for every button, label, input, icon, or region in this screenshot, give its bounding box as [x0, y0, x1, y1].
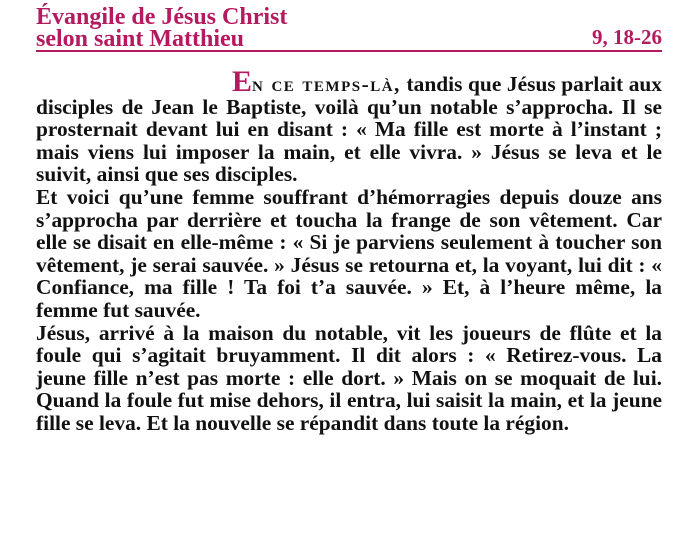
paragraph-3: Jésus, arrivé à la maison du notable, vit les joueurs de flûte et la foule qui s’agitait bruyamment. Il dit alors : « Retirez-vous. La jeune fille n’est pas morte : elle dort. » Mais on se moquait de lui. Quand la foule fut mise dehors, il entra, lui saisit la main, et la jeune fille se leva. Et la nouvelle se répandit dans toute la région. — [36, 320, 662, 435]
paragraph-2: Et voici qu’une femme souffrant d’hémorragies depuis douze ans s’approcha par derrière et toucha la frange de son vêtement. Car elle se disait en elle-même : « Si je parviens seulement à toucher son vêtement, je serai sauvée. » Jésus se retourna et, la voyant, lui dit : « Confiance, ma fille ! Ta foi t’a sauvée. » Et, à l’heure même, la femme fut sauvée. — [36, 184, 662, 322]
gospel-text — [36, 65, 662, 435]
drop-cap: E — [232, 65, 253, 98]
scripture-reference: 9, 18-26 — [592, 25, 662, 49]
paragraph-1 — [36, 65, 662, 187]
title-line-1: Évangile de Jésus Christ — [36, 4, 288, 30]
opening-small-caps: n ce temps-là, — [252, 72, 401, 96]
gospel-header — [36, 6, 662, 52]
title-line-2: selon saint Matthieu — [36, 26, 245, 52]
paragraph-1-text: tandis que Jésus parlait aux disciples de Jean le Baptiste, voilà qu’un notable s’approcha. Il se prosternait devant lui en disant : « Ma fille est morte à l’instant ; mais viens lui imposer la main, et elle vivra. » Jésus se leva et le suivit, ainsi que ses disciples. — [36, 72, 662, 187]
